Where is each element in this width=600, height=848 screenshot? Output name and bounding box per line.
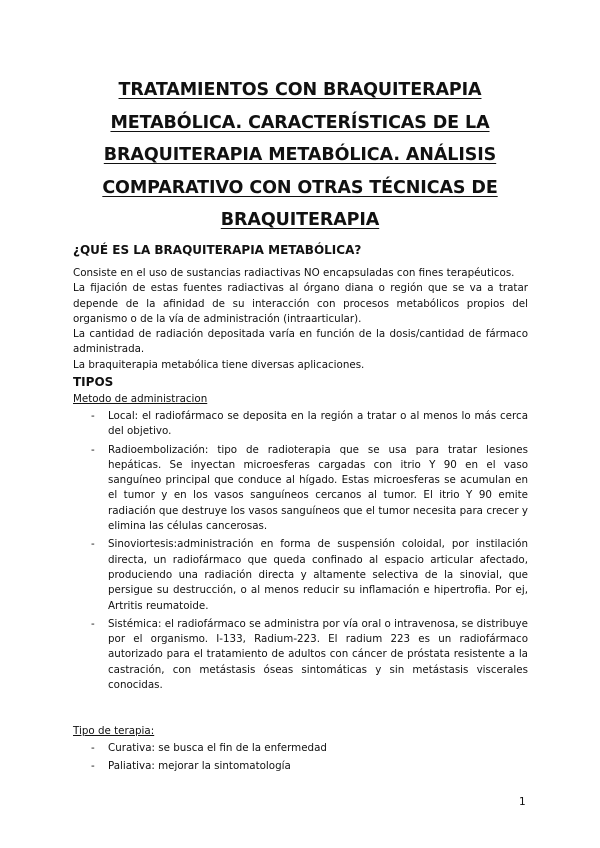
- list-item-text: Curativa: se busca el fin de la enfermedad: [108, 742, 327, 754]
- bullet-dash: -: [91, 538, 95, 551]
- list-item: [91, 537, 528, 613]
- bullet-dash: -: [91, 760, 95, 773]
- section-heading-what-is: ¿QUÉ ES LA BRAQUITERAPIA METABÓLICA?: [73, 243, 362, 257]
- intro-paragraphs: [73, 266, 528, 373]
- list-item-text: Radioembolización: tipo de radioterapia que se usa para tratar lesiones hepáticas. Se inyectan microesferas cargadas con itrio Y 90 en el vaso sanguíneo principal que conduce al hígado. Estas microesferas se acumulan en el tumor y en los vasos sanguíneos cercanos al tumor. El itrio Y 90 emite radiación que destruye los vasos sanguíneos que el tumor necesita para crecer y elimina las células cancerosas.: [108, 443, 528, 533]
- intro-paragraph: Consiste en el uso de sustancias radiactivas NO encapsuladas con fines terapéuticos.: [73, 267, 515, 279]
- list-item-text: Sistémica: el radiofármaco se administra por vía oral o intravenosa, se distribuye por el organismo. I-133, Radium-223. El radium 223 es un radiofármaco autorizado para el tratamiento de adultos con cáncer de próstata resistente a la castración, con metástasis óseas sintomáticas y sin metástasis viscerales conocidas.: [108, 617, 528, 692]
- bullet-dash: -: [91, 617, 95, 630]
- tipos-heading: TIPOS: [73, 375, 114, 389]
- bullet-dash: -: [91, 742, 95, 754]
- list-item-text: Paliativa: mejorar la sintomatología: [108, 760, 291, 773]
- list-item: [91, 443, 528, 535]
- list-item: [91, 741, 528, 756]
- metodo-list: [91, 409, 528, 696]
- list-item: [91, 617, 528, 693]
- intro-paragraph: La braquiterapia metabólica tiene diversas aplicaciones.: [73, 358, 365, 371]
- list-item-text: Sinoviortesis:administración en forma de suspensión coloidal, por instilación directa, un radiofármaco que queda confinado al espacio articular afectado, produciendo una radiación directa y altamente selectiva de la sinovial, que persigue su destrucción, o al menos reducir su inflamación e hipertrofia. Por ej, Artritis reumatoide.: [108, 538, 528, 612]
- list-item-text: Local: el radiofármaco se deposita en la región a tratar o al menos lo más cerca del objetivo.: [108, 410, 528, 438]
- page-number: 1: [519, 796, 526, 808]
- intro-paragraph: La cantidad de radiación depositada varía en función de la dosis/cantidad de fármaco administrada.: [73, 328, 528, 356]
- terapia-list: [91, 741, 528, 778]
- list-item: [91, 409, 528, 440]
- terapia-heading: Tipo de terapia:: [73, 725, 155, 737]
- list-item: [91, 759, 528, 774]
- bullet-dash: -: [91, 410, 95, 422]
- metodo-heading: Metodo de administracion: [73, 393, 208, 405]
- document-title: TRATAMIENTOS CON BRAQUITERAPIA METABÓLICA. CARACTERÍSTICAS DE LA BRAQUITERAPIA METABÓLICA. ANÁLISIS COMPARATIVO CON OTRAS TÉCNICAS DE BRAQUITERAPIA: [102, 80, 498, 230]
- intro-paragraph: La fijación de estas fuentes radiactivas al órgano diana o región que se va a tratar depende de la afinidad de su interacción con procesos metabólicos propios del organismo o de la vía de administración (intraarticular).: [73, 282, 528, 325]
- bullet-dash: -: [91, 443, 95, 456]
